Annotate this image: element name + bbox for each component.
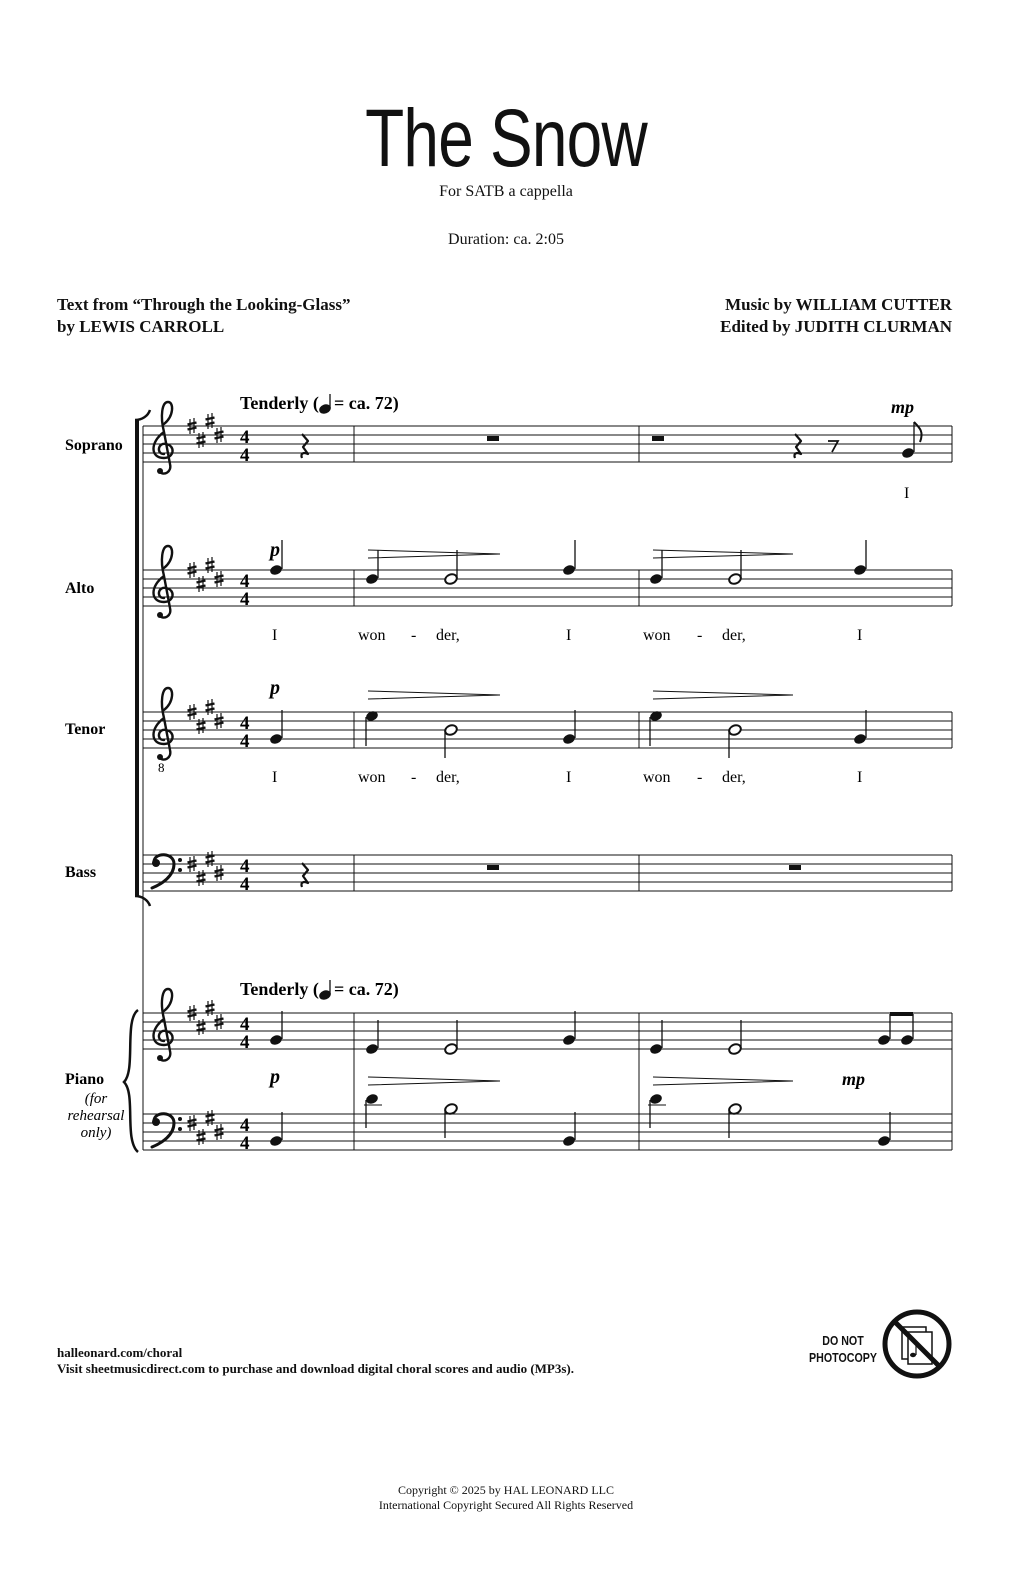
svg-text:won: won xyxy=(358,769,386,786)
svg-text:only): only) xyxy=(80,1125,112,1141)
tenor-octave-mark: 8 xyxy=(158,760,165,775)
part-label-soprano: Soprano xyxy=(65,437,123,454)
tempo-note-icon xyxy=(318,394,332,415)
svg-text:p: p xyxy=(270,1066,280,1088)
svg-text:4: 4 xyxy=(240,856,250,877)
page-title: The Snow xyxy=(365,93,647,184)
copyright: Copyright © 2025 by HAL LEONARD LLC International Copyright Secured All Rights Reserved xyxy=(378,1483,634,1512)
svg-text:-: - xyxy=(411,627,417,644)
soprano-lyric: I xyxy=(904,485,910,502)
svg-text:mp: mp xyxy=(842,1069,866,1089)
svg-text:4: 4 xyxy=(240,427,250,448)
svg-text:won: won xyxy=(643,627,671,644)
treble-clef-icon xyxy=(154,402,173,474)
svg-text:-: - xyxy=(411,769,417,786)
alto-staff xyxy=(143,539,952,644)
svg-text:4: 4 xyxy=(240,1014,250,1035)
piano-note xyxy=(68,1091,125,1141)
piano-bass-staff xyxy=(143,1093,952,1154)
svg-text:4: 4 xyxy=(240,731,250,752)
svg-text:Tenderly (: Tenderly ( xyxy=(240,979,319,999)
alto-lyrics xyxy=(272,627,862,644)
composer: Music by WILLIAM CUTTER xyxy=(725,295,952,314)
part-label-piano: Piano xyxy=(65,1071,105,1088)
svg-text:I: I xyxy=(857,627,863,644)
part-label-bass: Bass xyxy=(65,864,97,881)
svg-text:won: won xyxy=(358,627,386,644)
part-label-alto: Alto xyxy=(65,580,95,597)
do-not-photocopy-label: DO NOT PHOTOCOPY xyxy=(809,1333,877,1365)
svg-text:-: - xyxy=(697,769,703,786)
website-link[interactable]: halleonard.com/choral xyxy=(57,1345,183,1360)
text-credit-line2: by LEWIS CARROLL xyxy=(57,317,225,336)
svg-text:-: - xyxy=(697,627,703,644)
svg-text:der,: der, xyxy=(722,769,746,786)
tenor-staff xyxy=(143,677,952,786)
svg-text:I: I xyxy=(272,769,278,786)
svg-text:rehearsal: rehearsal xyxy=(67,1108,125,1124)
svg-text:= ca. 72): = ca. 72) xyxy=(334,979,399,999)
subtitle: For SATB a cappella xyxy=(439,183,573,200)
choir-bracket xyxy=(135,410,150,1150)
promo-text: Visit sheetmusicdirect.com to purchase and download digital choral scores and audio (MP3s). xyxy=(57,1361,575,1376)
svg-text:4: 4 xyxy=(240,713,250,734)
tempo-marking: Tenderly ( xyxy=(240,393,319,413)
svg-text:4: 4 xyxy=(240,1032,250,1053)
svg-text:4: 4 xyxy=(240,874,250,895)
whole-rest xyxy=(487,436,499,441)
svg-text:I: I xyxy=(566,769,572,786)
svg-text:p: p xyxy=(270,677,280,699)
svg-text:4: 4 xyxy=(240,571,250,592)
svg-text:(for: (for xyxy=(84,1091,108,1107)
duration: Duration: ca. 2:05 xyxy=(448,231,564,248)
svg-text:I: I xyxy=(272,627,278,644)
svg-text:der,: der, xyxy=(436,769,460,786)
svg-text:4: 4 xyxy=(240,445,250,466)
decrescendo-hairpin xyxy=(368,550,500,558)
svg-text:4: 4 xyxy=(240,589,250,610)
svg-text:p: p xyxy=(270,539,280,561)
bass-staff xyxy=(143,851,952,895)
svg-text:4: 4 xyxy=(240,1115,250,1136)
editor: Edited by JUDITH CLURMAN xyxy=(720,317,952,336)
dynamic-mp: mp xyxy=(891,397,915,417)
svg-text:der,: der, xyxy=(722,627,746,644)
svg-text:= ca. 72): = ca. 72) xyxy=(334,393,399,413)
piano-treble-staff xyxy=(143,989,952,1150)
svg-text:won: won xyxy=(643,769,671,786)
svg-text:I: I xyxy=(857,769,863,786)
text-credit-line1: Text from “Through the Looking-Glass” xyxy=(57,295,351,314)
beam xyxy=(890,1012,913,1016)
no-photocopy-icon xyxy=(880,1307,954,1381)
svg-text:der,: der, xyxy=(436,627,460,644)
piano-brace xyxy=(124,1010,138,1152)
part-label-tenor: Tenor xyxy=(65,721,106,738)
footer-links xyxy=(57,1345,574,1377)
eighth-rest xyxy=(828,441,838,452)
svg-text:4: 4 xyxy=(240,1133,250,1154)
svg-text:I: I xyxy=(566,627,572,644)
tenor-lyrics xyxy=(272,769,862,786)
bass-clef-icon xyxy=(152,855,182,888)
